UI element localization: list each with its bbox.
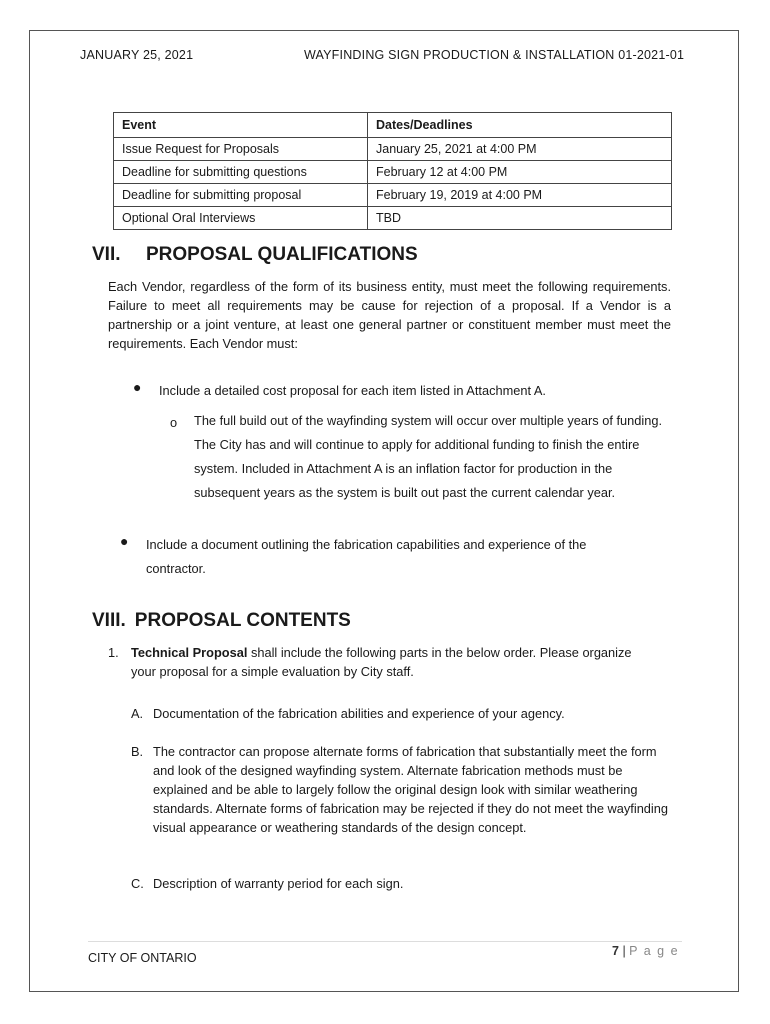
table-row xyxy=(114,161,672,184)
lettered-label: B. xyxy=(131,744,144,759)
footer-page xyxy=(612,944,679,958)
table-cell: TBD xyxy=(368,207,672,230)
page-separator: | xyxy=(622,944,626,958)
section-heading-qualifications xyxy=(92,244,418,266)
bullet-line: Include a document outlining the fabrication capabilities and experience of the xyxy=(146,537,587,552)
numbered-item-number: 1. xyxy=(108,645,119,660)
table-row xyxy=(114,184,672,207)
circle-bullet-icon: o xyxy=(170,415,178,430)
bullet-item: Include a detailed cost proposal for each item listed in Attachment A. xyxy=(159,383,546,398)
table-cell: February 19, 2019 at 4:00 PM xyxy=(368,184,672,207)
section-number: VII. xyxy=(92,244,121,265)
table-cell: February 12 at 4:00 PM xyxy=(368,161,672,184)
header-title: WAYFINDING SIGN PRODUCTION & INSTALLATION 01-2021-01 xyxy=(304,48,685,62)
sub-bullet-item: The full build out of the wayfinding system will occur over multiple years of funding. The City has and will continue to apply for additional funding to finish the entire system. Included in Attachment A is an inflation factor for production in the subsequent years as the system is built out past the current calendar year. xyxy=(194,413,663,500)
table-header-row xyxy=(114,113,672,138)
schedule-table xyxy=(113,112,672,230)
qualifications-intro: Each Vendor, regardless of the form of its business entity, must meet the following requirements. Failure to meet all requirements may be cause for rejection of a proposal. If a Vendor is a partnership or a joint venture, at least one general partner or constituent member must meet the requirements. Each Vendor must: xyxy=(108,279,671,351)
item-text-line2: your proposal for a simple evaluation by City staff. xyxy=(131,664,414,679)
table-row xyxy=(114,207,672,230)
bullet-line: contractor. xyxy=(146,561,206,576)
lettered-label: A. xyxy=(131,706,144,721)
numbered-item-text xyxy=(131,643,676,681)
section-title: PROPOSAL QUALIFICATIONS xyxy=(146,244,418,265)
footer-organization: CITY OF ONTARIO xyxy=(88,951,197,965)
bullet-icon: ● xyxy=(133,379,142,395)
table-cell: Issue Request for Proposals xyxy=(114,138,368,161)
lettered-item-c: Description of warranty period for each sign. xyxy=(153,876,404,891)
section-heading-contents xyxy=(92,610,351,632)
page-number: 7 xyxy=(612,944,619,958)
column-header-dates: Dates/Deadlines xyxy=(368,113,672,138)
table-cell: Optional Oral Interviews xyxy=(114,207,368,230)
bullet-icon: ● xyxy=(120,533,129,549)
lettered-item-b: The contractor can propose alternate forms of fabrication that substantially meet the form and look of the designed wayfinding system. Alternate fabrication methods must be explained and be able to largely follow the original design look with similar weathering standards. Alternate forms of fabrication may be rejected if they do not meet the wayfinding visual appearance or weathering standards of the design concept. xyxy=(153,744,668,835)
table-row xyxy=(114,138,672,161)
lettered-item-a: Documentation of the fabrication abilities and experience of your agency. xyxy=(153,706,565,721)
section-title: PROPOSAL CONTENTS xyxy=(134,610,351,631)
column-header-event: Event xyxy=(114,113,368,138)
table-cell: January 25, 2021 at 4:00 PM xyxy=(368,138,672,161)
bullet-item xyxy=(146,533,586,581)
footer-divider xyxy=(88,941,682,942)
page-label: P a g e xyxy=(629,944,680,958)
lettered-label: C. xyxy=(131,876,144,891)
item-text: shall include the following parts in the below order. Please organize xyxy=(247,645,632,660)
table-cell: Deadline for submitting proposal xyxy=(114,184,368,207)
table-cell: Deadline for submitting questions xyxy=(114,161,368,184)
technical-proposal-label: Technical Proposal xyxy=(131,645,248,660)
header-date: JANUARY 25, 2021 xyxy=(80,48,194,62)
section-number: VIII. xyxy=(92,610,126,631)
